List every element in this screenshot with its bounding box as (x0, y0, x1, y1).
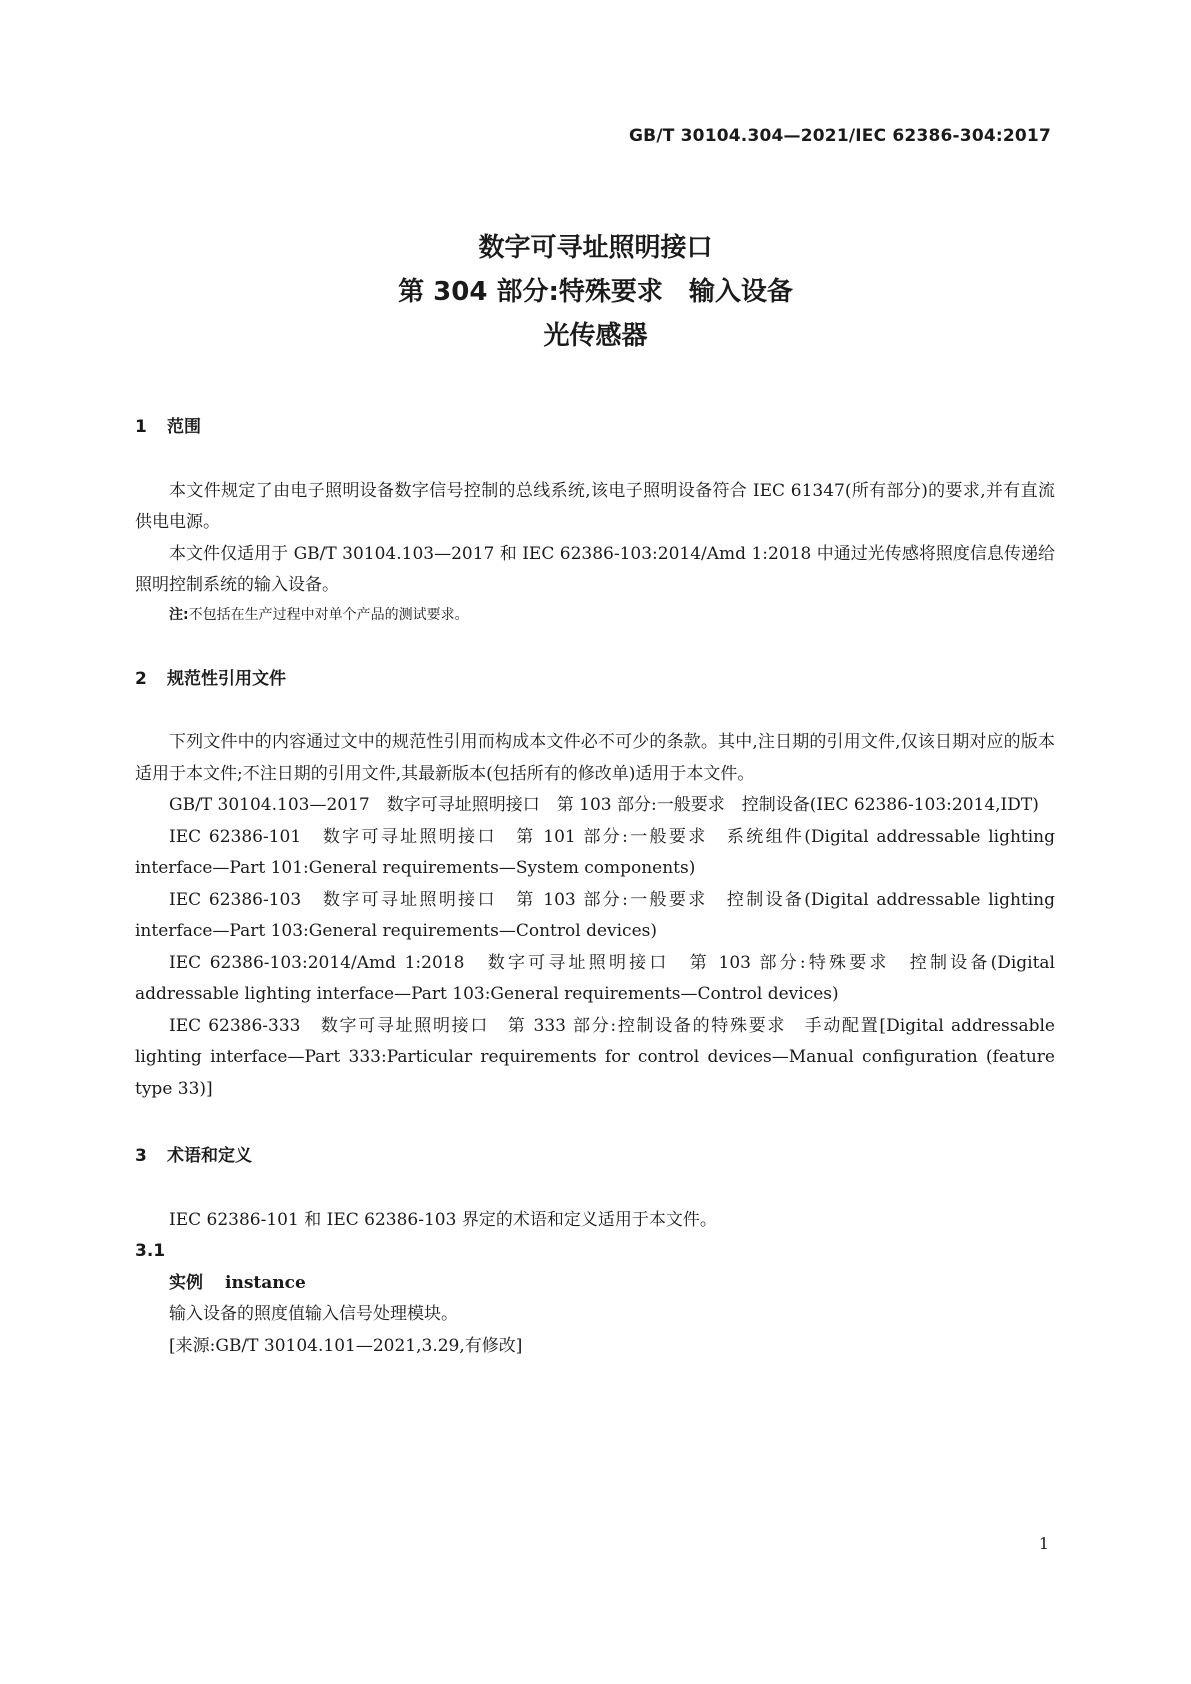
scope-note (135, 602, 1055, 628)
term-number: 3.1 (135, 1241, 166, 1261)
section-title: 规范性引用文件 (167, 668, 286, 689)
reference-item: GB/T 30104.103—2017 数字可寻址照明接口 第 103 部分:一般要求 控制设备(IEC 62386-103:2014,IDT) (169, 795, 1039, 815)
note-label: 注: (169, 606, 189, 623)
section-heading-scope (135, 412, 1055, 444)
section-number: 2 (135, 668, 147, 689)
scope-paragraph-2: 本文件仅适用于 GB/T 30104.103—2017 和 IEC 62386-103:2014/Amd 1:2018 中通过光传感将照度信息传递给照明控制系统的输入设备。 (135, 543, 1055, 595)
reference-item: IEC 62386-103:2014/Amd 1:2018 数字可寻址照明接口 第 103 部分:特殊要求 控制设备(Digital addressable lighting interface—Part 103:General requirements—Control devices) (135, 952, 1055, 1004)
scope-paragraph-1: 本文件规定了由电子照明设备数字信号控制的总线系统,该电子照明设备符合 IEC 61347(所有部分)的要求,并有直流供电电源。 (135, 480, 1055, 532)
term-name-zh: 实例 (169, 1272, 203, 1293)
section-title: 术语和定义 (167, 1146, 252, 1166)
section-title: 范围 (167, 417, 201, 437)
terms-intro: IEC 62386-101 和 IEC 62386-103 界定的术语和定义适用于本文件。 (169, 1209, 717, 1230)
page-number: 1 (1038, 1534, 1049, 1553)
document-body (135, 412, 1055, 1362)
standard-number: GB/T 30104.304—2021/IEC 62386-304:2017 (629, 126, 1051, 146)
reference-item: IEC 62386-333 数字可寻址照明接口 第 333 部分:控制设备的特殊要求 手动配置[Digital addressable lighting interface—Part 333:Particular requirements for control devices—Manual configuration (feature type 33)] (135, 1015, 1055, 1099)
title-line-1: 数字可寻址照明接口 (478, 233, 713, 263)
term-name-en: instance (225, 1272, 306, 1293)
term-name (169, 1268, 1055, 1300)
section-heading-normative-references (135, 664, 1055, 696)
title-line-2: 第 304 部分:特殊要求 输入设备 (398, 277, 793, 307)
title-line-3: 光传感器 (543, 321, 648, 351)
term-entry (135, 1268, 1055, 1363)
section-heading-terms (135, 1141, 1055, 1173)
reference-item: IEC 62386-101 数字可寻址照明接口 第 101 部分:一般要求 系统组件(Digital addressable lighting interface—Part 101:General requirements—System components) (135, 826, 1055, 878)
section-number: 1 (135, 417, 147, 437)
normative-intro: 下列文件中的内容通过文中的规范性引用而构成本文件必不可少的条款。其中,注日期的引用文件,仅该日期对应的版本适用于本文件;不注日期的引用文件,其最新版本(包括所有的修改单)适用于本文件。 (135, 732, 1055, 784)
term-source: [来源:GB/T 30104.101—2021,3.29,有修改] (169, 1335, 523, 1356)
document-title (0, 226, 1191, 358)
term-definition: 输入设备的照度值输入信号处理模块。 (169, 1304, 458, 1324)
section-number: 3 (135, 1146, 147, 1166)
reference-item: IEC 62386-103 数字可寻址照明接口 第 103 部分:一般要求 控制设备(Digital addressable lighting interface—Part 103:General requirements—Control devices) (135, 889, 1055, 941)
note-text: 不包括在生产过程中对单个产品的测试要求。 (188, 606, 469, 623)
